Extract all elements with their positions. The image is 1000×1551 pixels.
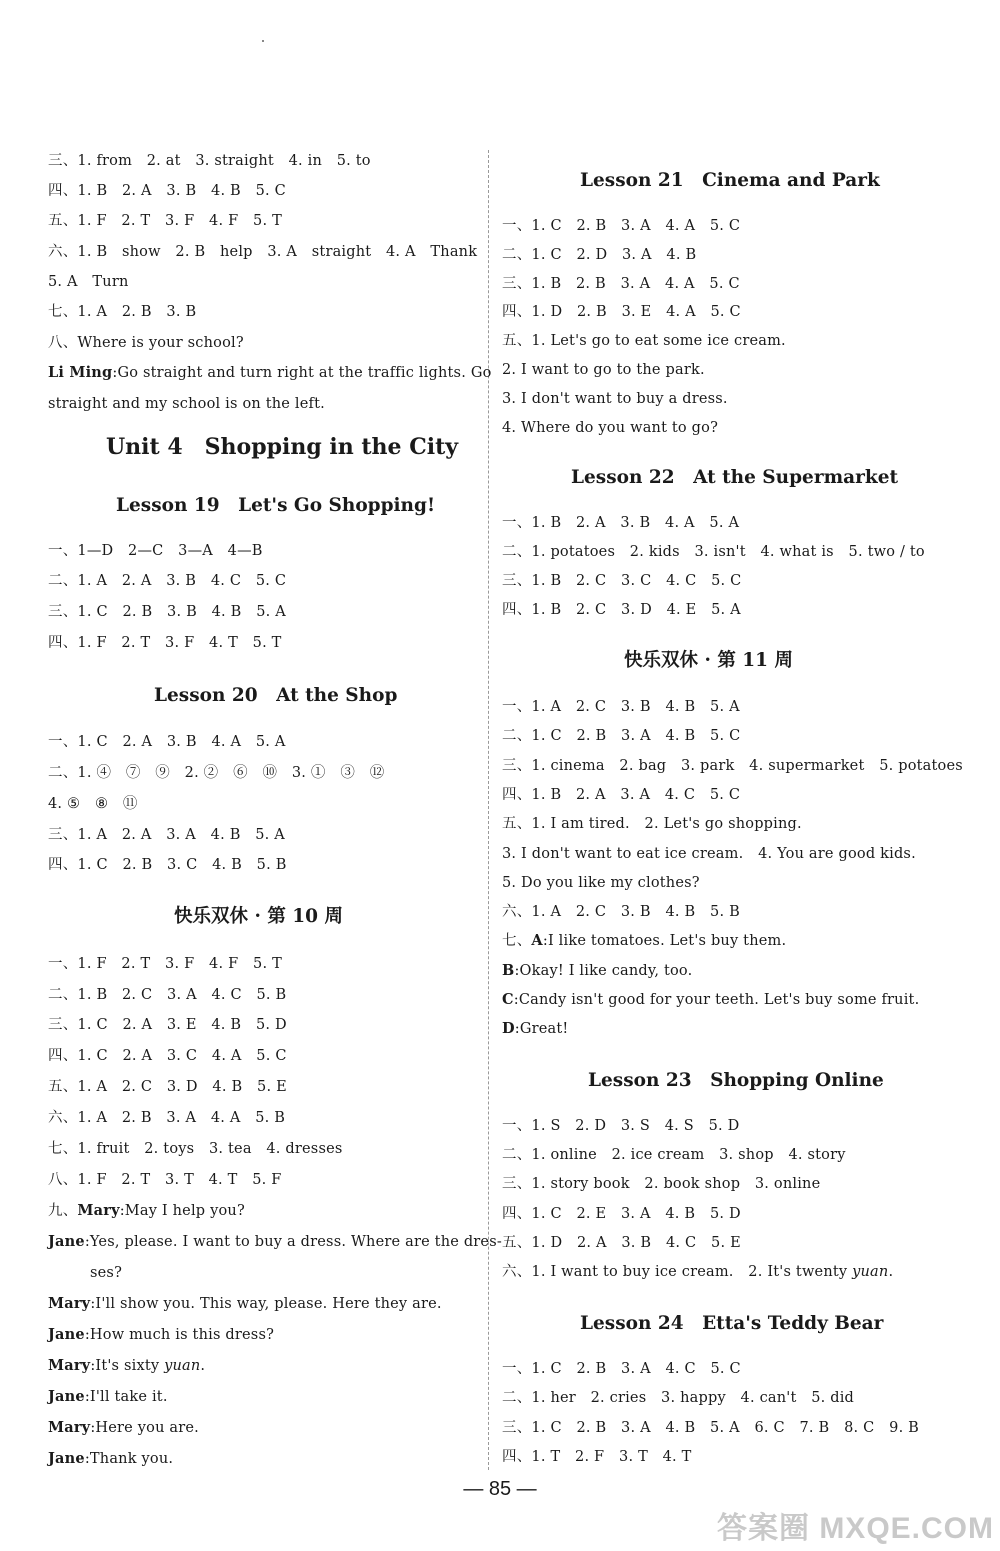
answer-line: 八、Where is your school?	[48, 335, 244, 351]
lesson-title: Lesson 21 Cinema and Park	[580, 170, 880, 191]
dialogue-text: :How much is this dress?	[84, 1327, 275, 1343]
answer-line: 七、1. A 2. B 3. B	[48, 304, 197, 320]
answer-line: 二、1. C 2. B 3. A 4. B 5. C	[502, 728, 741, 744]
dialogue-line	[48, 363, 492, 383]
dialogue-line	[48, 1387, 168, 1407]
lesson-title: Lesson 22 At the Supermarket	[571, 467, 899, 488]
answer-line: 一、1. B 2. A 3. B 4. A 5. A	[502, 515, 740, 531]
speaker-name: Jane	[48, 1450, 85, 1467]
week-title: 快乐双休 · 第 10 周	[174, 906, 343, 927]
dialogue-text: :I'll take it.	[84, 1389, 168, 1405]
answer-line: 二、1. online 2. ice cream 3. shop 4. story	[502, 1147, 846, 1163]
answer-line: 四、1. F 2. T 3. F 4. T 5. T	[48, 635, 282, 651]
answer-line: 二、1. her 2. cries 3. happy 4. can't 5. did	[502, 1390, 855, 1406]
dialogue-line	[48, 1449, 173, 1469]
dialogue-text: :It's sixty	[90, 1358, 165, 1374]
answer-line: 八、1. F 2. T 3. T 4. T 5. F	[48, 1172, 282, 1188]
speaker-name: B	[502, 962, 515, 979]
speaker-name: Mary	[48, 1357, 91, 1374]
answer-line: 一、1. A 2. C 3. B 4. B 5. A	[502, 699, 740, 715]
speaker-name: Mary	[48, 1295, 91, 1312]
answer-line: 六、1. B show 2. B help 3. A straight 4. A Thank	[48, 244, 478, 260]
answer-line: 三、1. C 2. B 3. A 4. B 5. A 6. C 7. B 8. C 9. B	[502, 1420, 920, 1436]
answer-line: 四、1. C 2. B 3. C 4. B 5. B	[48, 857, 287, 873]
answer-line: 一、1. C 2. B 3. A 4. A 5. C	[502, 218, 741, 234]
answer-line: 七、1. fruit 2. toys 3. tea 4. dresses	[48, 1141, 343, 1157]
answer-line: 五、1. F 2. T 3. F 4. F 5. T	[48, 213, 282, 229]
question-prefix: 七、	[502, 933, 532, 949]
answer-line: 三、1. from 2. at 3. straight 4. in 5. to	[48, 153, 371, 169]
answer-line: 三、1. B 2. B 3. A 4. A 5. C	[502, 276, 740, 292]
dialogue-line	[502, 931, 786, 951]
speaker-name: Li Ming	[48, 364, 113, 381]
answer-line: 二、1. ④ ⑦ ⑨ 2. ② ⑥ ⑩ 3. ① ③ ⑫	[48, 765, 385, 781]
lesson-title: Lesson 20 At the Shop	[154, 685, 398, 706]
answer-line: 一、1. S 2. D 3. S 4. S 5. D	[502, 1118, 740, 1134]
speaker-name: Mary	[77, 1202, 120, 1219]
question-prefix: 九、	[48, 1203, 78, 1219]
answer-line: 一、1—D 2—C 3—A 4—B	[48, 543, 263, 559]
watermark-logo: 答案圈 MXQE.COM	[716, 1512, 994, 1545]
dialogue-line	[48, 1201, 245, 1221]
speaker-name: C	[502, 991, 514, 1008]
answer-line: 三、1. A 2. A 3. A 4. B 5. A	[48, 827, 285, 843]
dialogue-line	[48, 1356, 205, 1376]
dialogue-text: :May I help you?	[119, 1203, 245, 1219]
speaker-name: D	[502, 1020, 515, 1037]
answer-line: 六、1. A 2. B 3. A 4. A 5. B	[48, 1110, 286, 1126]
answer-line: 四、1. B 2. A 3. B 4. B 5. C	[48, 183, 286, 199]
speaker-name: Jane	[48, 1233, 85, 1250]
answer-line: 二、1. B 2. C 3. A 4. C 5. B	[48, 987, 287, 1003]
dialogue-line	[48, 1232, 502, 1252]
yuan-word: yuan	[852, 1264, 889, 1280]
dialogue-line	[502, 1019, 568, 1039]
answer-line	[502, 1262, 893, 1282]
answer-line: 五、1. A 2. C 3. D 4. B 5. E	[48, 1079, 287, 1095]
lesson-title: Lesson 23 Shopping Online	[588, 1070, 884, 1091]
column-divider	[488, 150, 489, 1470]
answer-line: 5. A Turn	[48, 274, 129, 290]
answer-line: 三、1. C 2. A 3. E 4. B 5. D	[48, 1017, 287, 1033]
dialogue-text: :Thank you.	[84, 1451, 174, 1467]
answer-line: 二、1. C 2. D 3. A 4. B	[502, 247, 697, 263]
speaker-name: Mary	[48, 1419, 91, 1436]
dialogue-line: straight and my school is on the left.	[48, 396, 325, 412]
dialogue-line	[502, 990, 919, 1010]
dialogue-line	[48, 1294, 442, 1314]
answer-line: 一、1. C 2. A 3. B 4. A 5. A	[48, 734, 286, 750]
answer-line: 二、1. potatoes 2. kids 3. isn't 4. what is 5. two / to	[502, 544, 925, 560]
period: .	[888, 1264, 894, 1280]
answer-line: 三、1. C 2. B 3. B 4. B 5. A	[48, 604, 286, 620]
answer-line: 四、1. D 2. B 3. E 4. A 5. C	[502, 304, 741, 320]
answer-line: 二、1. A 2. A 3. B 4. C 5. C	[48, 573, 287, 589]
answer-line: 四、1. C 2. A 3. C 4. A 5. C	[48, 1048, 287, 1064]
answer-line: 4. Where do you want to go?	[502, 420, 719, 436]
speaker-name: Jane	[48, 1326, 85, 1343]
answer-line: 六、1. A 2. C 3. B 4. B 5. B	[502, 904, 740, 920]
speaker-name: Jane	[48, 1388, 85, 1405]
dialogue-line: ses?	[90, 1265, 123, 1281]
answer-line: 2. I want to go to the park.	[502, 362, 705, 378]
speaker-name: A	[531, 932, 543, 949]
answer-line: 三、1. story book 2. book shop 3. online	[502, 1176, 821, 1192]
answer-line: 3. I don't want to eat ice cream. 4. You are good kids.	[502, 846, 916, 862]
page-number: — 85 —	[463, 1478, 537, 1500]
answer-line: 四、1. T 2. F 3. T 4. T	[502, 1449, 692, 1465]
dialogue-line	[48, 1418, 199, 1438]
answer-line: 五、1. I am tired. 2. Let's go shopping.	[502, 816, 802, 832]
answer-line: 三、1. B 2. C 3. C 4. C 5. C	[502, 573, 742, 589]
dialogue-text: :Great!	[514, 1021, 569, 1037]
answer-line: 四、1. B 2. A 3. A 4. C 5. C	[502, 787, 741, 803]
unit-title: Unit 4 Shopping in the City	[106, 434, 459, 460]
dialogue-text: :I like tomatoes. Let's buy them.	[542, 933, 787, 949]
stray-dot	[262, 40, 264, 42]
period: .	[200, 1358, 206, 1374]
answer-text: 六、1. I want to buy ice cream. 2. It's twenty	[502, 1264, 853, 1280]
lesson-title: Lesson 24 Etta's Teddy Bear	[580, 1313, 884, 1334]
answer-line: 五、1. D 2. A 3. B 4. C 5. E	[502, 1235, 741, 1251]
dialogue-text: :Okay! I like candy, too.	[514, 963, 693, 979]
answer-line: 四、1. C 2. E 3. A 4. B 5. D	[502, 1206, 741, 1222]
answer-line: 一、1. F 2. T 3. F 4. F 5. T	[48, 956, 282, 972]
answer-line: 三、1. cinema 2. bag 3. park 4. supermarket 5. potatoes	[502, 758, 963, 774]
dialogue-line	[48, 1325, 274, 1345]
dialogue-text: :I'll show you. This way, please. Here they are.	[90, 1296, 442, 1312]
answer-line: 一、1. C 2. B 3. A 4. C 5. C	[502, 1361, 741, 1377]
answer-line: 五、1. Let's go to eat some ice cream.	[502, 333, 786, 349]
answer-line: 5. Do you like my clothes?	[502, 875, 700, 891]
dialogue-text: :Candy isn't good for your teeth. Let's buy some fruit.	[513, 992, 920, 1008]
answer-line: 4. ⑤ ⑧ ⑪	[48, 796, 138, 812]
answer-line: 四、1. B 2. C 3. D 4. E 5. A	[502, 602, 741, 618]
dialogue-text: :Yes, please. I want to buy a dress. Where are the dres-	[84, 1234, 502, 1250]
week-title: 快乐双休 · 第 11 周	[624, 650, 793, 671]
answer-line: 3. I don't want to buy a dress.	[502, 391, 728, 407]
dialogue-line	[502, 961, 692, 981]
lesson-title: Lesson 19 Let's Go Shopping!	[116, 495, 436, 516]
yuan-word: yuan	[164, 1358, 201, 1374]
dialogue-text: :Here you are.	[90, 1420, 199, 1436]
dialogue-text: :Go straight and turn right at the traffic lights. Go	[112, 365, 492, 381]
